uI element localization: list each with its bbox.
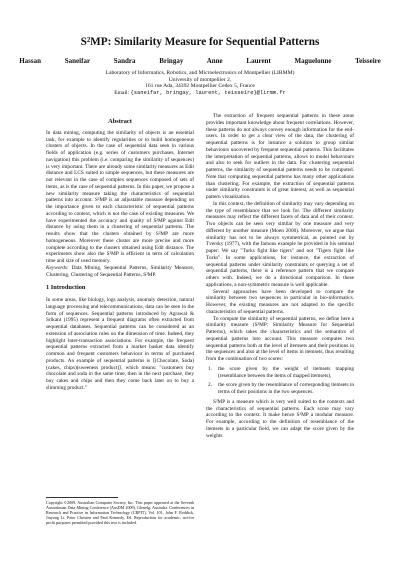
author-name: Sandra Bringay <box>113 57 184 65</box>
list-number: 1. <box>208 365 212 372</box>
keywords-label: Keywords: <box>46 264 69 271</box>
intro-paragraph: In some areas, like biology, logs analysis, anomaly detection, natural language processing and telecommunications, data can be seen in the form of sequences. Sequential patterns introduced by Agrawal & Srikant (1995) represent a frequent diagrams often extracted from sequential databases. Sequential patterns can be considered as an extension of association rules on the dimension of time. Indeed, they highlight inter-transaction associations. For example, the frequent sequential patterns extracted from a market basket data identify common and frequent customers behaviour in terms of purchased products. An example of sequential patterns is ⟨(Chocolate, Soda)(cakes, chips)(sweeness product)⟩, which means: "customers buy chocolate and soda in the same time, then in the next purchase, they buy cakes and chips and then they come back later on to buy a slimming product." <box>46 297 194 391</box>
list-item <box>206 382 354 396</box>
author-name: Maguelonne Teisseire <box>294 57 381 65</box>
paper-title: S²MP: Similarity Measure for Sequential Patterns <box>80 36 320 48</box>
abstract-text: In data mining, computing the similarity of objects is an essential task, for example to identify regularities or to build homogeneous clusters of objects. In the case of sequential data seen in various fields of application (e.g. series of customers purchases, Internet navigation) this problem (i.e. comparing the similarity of sequences) is very important. There are already some similarity measures as Edit distance and LCS suited to simple sequences, but these measures are not relevant in the case of complex sequences composed of sets of items, as is the case of sequential patterns. In this paper, we propose a new similarity measure taking the characteristics of sequential patterns into account. S²MP is an adjustable measure depending on the importance given to each characteristic of sequential patterns according to context, which is not the case of existing measures. We have experimented the accuracy and quality of S²MP against Edit distance by using them in a clustering of sequential patterns. The results show that the clusters obtained by S²MP are more homogeneous. Moreover these cluster are more precise and more complete according to the clusters obtained using Edit distance. The experiments show also the S²MP is efficient in term of calculation time and size of used memory. <box>46 129 194 264</box>
affiliation-line: University of montpellier 2, <box>168 76 232 83</box>
list-item <box>206 366 354 380</box>
body-paragraph: S²MP is a measure which is very well suited to the contexts and the characteristics of sequential patterns. Each score may vary according to the context. It make hence S²MP a modular measure. For example, according to the definition of resemblance of the itemsets in a particular field, we can adapt the score given by the weights <box>206 398 354 439</box>
section-heading: 1 Introduction <box>46 284 86 292</box>
score-list <box>206 366 354 396</box>
affiliation <box>0 70 400 96</box>
left-column <box>46 119 194 392</box>
footnote-divider <box>46 497 118 498</box>
email-label: Email: <box>114 89 130 96</box>
body-paragraph: The extraction of frequent sequential patterns in these areas provides important knowledge about frequent correlations. However, these patterns do not always convey enough information for the end-users. In order to get a clear view of the data, the clustering of sequential patterns is for instance a solution to group similar behaviours uncovered by frequent sequential patterns. This facilitates the interpretation of sequential patterns, allows to model behaviours and also to seek for outliers in the data. For clustering sequential patterns, the similarity of sequential patterns needs to be computed. Note that computing sequential patterns has many other applications than clustering. For example, the extraction of sequential patterns under similarity constraints is of great interest, as well as sequential pattern visualization. <box>206 113 354 200</box>
author-name: Anne Laurent <box>206 57 271 65</box>
body-paragraph: Several approaches have been developed to compare the similarity between two sequences in particular in bio-informatics. However, the existing measures are not adapted to the specific characteristics of sequential patterns. <box>206 288 354 315</box>
right-column <box>206 113 354 439</box>
author-list <box>0 57 400 65</box>
list-number: 2. <box>208 382 212 389</box>
affiliation-line: Laboratory of Informatics, Robotics, and Microelectronics of Montpellier (LIRMM) <box>105 70 295 76</box>
affiliation-line: 161 rue Ada, 34392 Montpellier Cedex 5, France <box>145 83 255 90</box>
abstract-heading: Abstract <box>108 118 132 125</box>
email-line <box>0 90 400 97</box>
list-text: the score given by the weight of itemsets mapping (resemblance between the items of mapped itemsets), <box>218 365 354 379</box>
copyright-footnote: Copyright ©2009, Australian Computer Society, Inc. This paper appeared at the Seventh Australasian Data Mining Conference (AusDM 2009), Glenelg, Australia. Conferences in Research and Practice in Information Technology (CRPIT), Vol. 101, John F. Roddick, Jiuyong Li, Peter Christen and Paul Kennedy, Ed. Reproduction for academic, not-for profit purposes permitted provided this text is included. <box>46 500 194 525</box>
body-paragraph: To compute the similarity of sequential patterns, we define here a similarity measure (S²MP: Similarity Measure for Sequential Patterns), which takes the characteristics and the semantics of sequential patterns into account. This measure computes two sequential patterns both at the level of itemsets and their positions in the sequences and also at the level of items in itemsets, thus resulting from the combination of two scores: <box>206 315 354 362</box>
body-paragraph: In this context, the definition of similarity may vary depending on the type of resemblance that we look for. The different similarity measures may reflect the different facets of data and of their context. Two objects can be seen very similar by one measure and very different by another measure (Moen 2000). Moreover, we argue that similarity has not to be always symmetrical, as pointed out by Tversky (1977), with the famous example he provided in his seminal paper: We say "Turks fight like tigers" and not "Tigers fight like Turks". In some applications, for instance, the extraction of sequential patterns under similarity constraints or querying a set of sequential patterns, there is a reference pattern that we compare others with. Indeed, we do a directional comparison. In these applications, a non-symmetric measure is well applicable. <box>206 200 354 288</box>
author-name: Hassan Saneifar <box>19 57 90 65</box>
list-text: the score given by the resemblance of corresponding itemsets in terms of their positions in the two sequences. <box>218 382 354 395</box>
email-address: {saneifar, bringay, laurent, teisseire}@lirmm.fr <box>130 89 286 96</box>
keywords-text: Data Mining, Sequential Patterns, Similarity Measure, Clustering, Clustering of Sequential Patterns, S²MP. <box>46 264 195 278</box>
keywords <box>46 265 194 279</box>
